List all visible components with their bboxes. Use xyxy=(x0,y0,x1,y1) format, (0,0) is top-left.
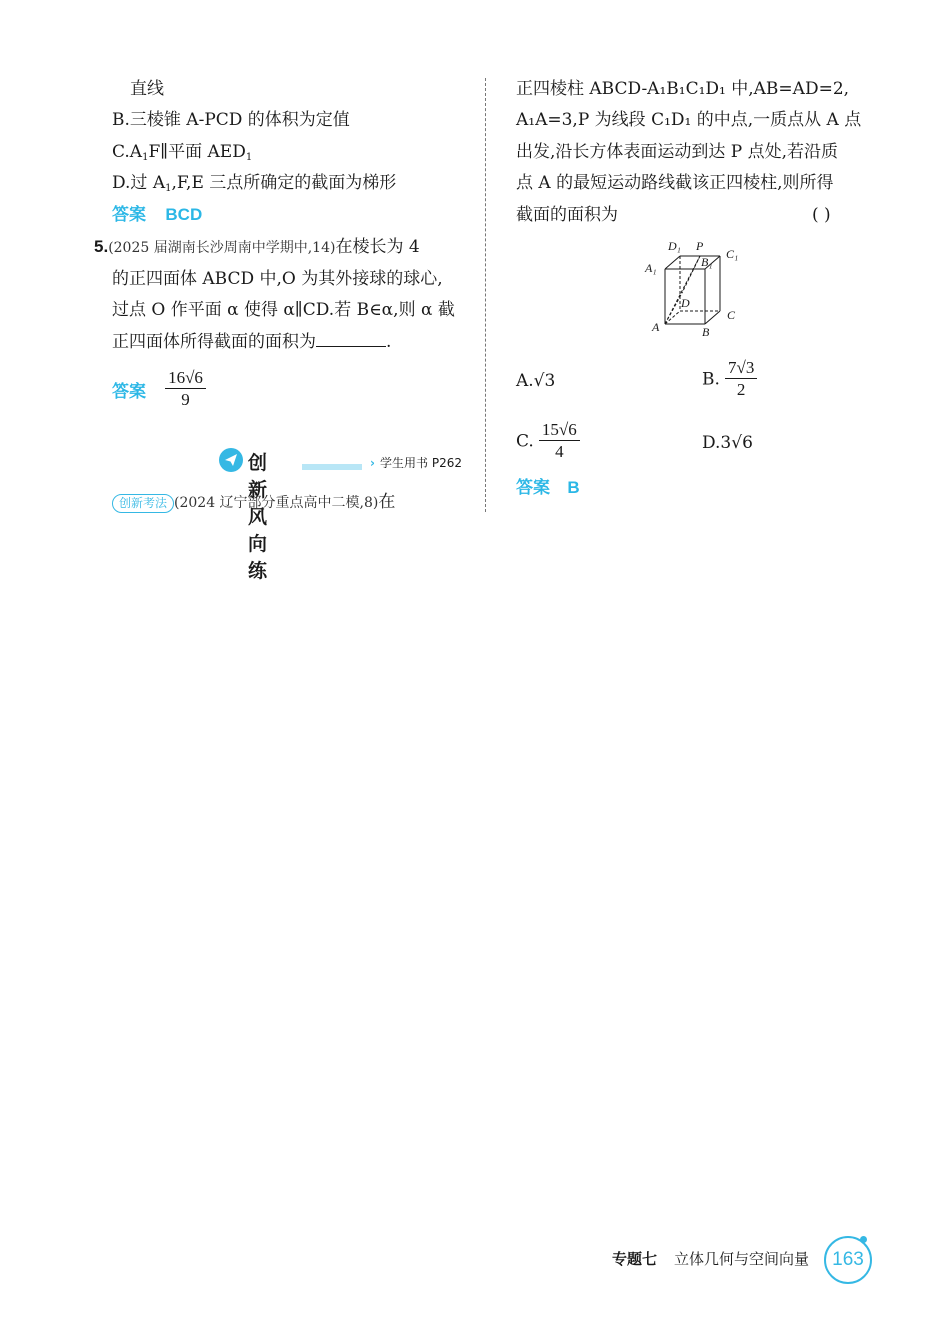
q5-text4-end: . xyxy=(386,332,392,352)
label-d1: D₁ xyxy=(668,239,681,253)
page-dot xyxy=(860,1236,867,1243)
label-c1: C₁ xyxy=(726,247,739,261)
opt-b-num: 7√3 xyxy=(725,358,757,379)
answer-value-right: B xyxy=(567,478,580,497)
q5-line2: 的正四面体 ABCD 中,O 为其外接球的球心, xyxy=(112,269,443,289)
label-a1: A₁ xyxy=(645,261,657,275)
banner-underline xyxy=(302,464,362,470)
opt-c-num: 15√6 xyxy=(539,420,580,441)
option-b: B.三棱锥 A-PCD 的体积为定值 xyxy=(112,110,350,130)
opt-c-den: 4 xyxy=(555,442,564,461)
banner-ref-wrap xyxy=(370,452,462,471)
cont-line: 直线 xyxy=(130,79,164,99)
opt-a: A.√3 xyxy=(516,371,556,391)
opt-d: D.3√6 xyxy=(702,433,753,453)
opt-c-label: C. xyxy=(516,431,534,452)
opt-b xyxy=(702,358,757,401)
footer-topic: 立体几何与空间向量 xyxy=(674,1250,810,1268)
r-line5: 截面的面积为 xyxy=(516,205,618,225)
r-line3: 出发,沿长方体表面运动到达 P 点处,若沿质 xyxy=(516,142,839,162)
opt-c xyxy=(516,420,580,463)
label-d: D xyxy=(681,296,690,310)
option-c: $C.A_1F\parallel$平面 $AED_1$ xyxy=(112,142,253,163)
label-a: A xyxy=(652,320,660,334)
option-c-mid: F∥平面 AED xyxy=(148,142,246,162)
innov-line xyxy=(112,491,395,514)
answer-row-4 xyxy=(112,204,202,226)
prism-figure xyxy=(640,236,750,342)
paper-plane-icon xyxy=(218,447,244,473)
label-b1: B₁ xyxy=(701,255,713,269)
answer-row-right xyxy=(516,477,580,499)
r-line2: A₁A=3,P 为线段 C₁D₁ 的中点,一质点从 A 点 xyxy=(516,110,862,130)
opt-c-fraction xyxy=(539,420,580,463)
label-p: P xyxy=(696,239,704,253)
opt-b-label: B. xyxy=(702,369,720,390)
q5-number: 5. xyxy=(94,237,109,256)
banner-title: 创新风向练 xyxy=(248,452,268,582)
banner-ref: 学生用书 P262 xyxy=(380,456,463,470)
q5-text1: 在棱长为 4 xyxy=(335,237,420,257)
q5-line1 xyxy=(94,236,420,259)
r-line4: 点 A 的最短运动路线截该正四棱柱,则所得 xyxy=(516,173,834,193)
answer-label: 答案 xyxy=(112,205,146,225)
q5-line4 xyxy=(112,331,391,353)
option-d-pre: D.过 A xyxy=(112,173,166,193)
q5-answer-num: 16√6 xyxy=(165,368,206,389)
r-line1: 正四棱柱 ABCD-A₁B₁C₁D₁ 中,AB=AD=2, xyxy=(516,79,850,99)
opt-b-fraction xyxy=(725,358,757,401)
answer-paren: ( ) xyxy=(812,205,831,225)
page-number: 163 xyxy=(824,1236,872,1284)
footer-chapter: 专题七 xyxy=(612,1250,658,1268)
innov-tag: 创新考法 xyxy=(112,494,174,513)
q5-line3: 过点 O 作平面 α 使得 α∥CD.若 B∈α,则 α 截 xyxy=(112,300,455,320)
q5-answer-label: 答案 xyxy=(112,382,146,402)
innov-end: 在 xyxy=(378,492,396,512)
answer-label-right: 答案 xyxy=(516,478,550,498)
option-d: D.过 $A_1,F,E$ 三点所确定的截面为梯形 xyxy=(112,173,397,194)
q5-answer-den: 9 xyxy=(181,390,190,409)
option-c-pre: C.A xyxy=(112,142,143,162)
label-c: C xyxy=(727,308,736,322)
answer-blank xyxy=(316,332,386,347)
opt-b-den: 2 xyxy=(736,380,746,399)
q5-source: (2025 届湖南长沙周南中学期中,14) xyxy=(108,240,336,256)
q5-answer xyxy=(112,368,206,411)
column-divider xyxy=(485,78,486,512)
innov-source: (2024 辽宁部分重点高中二模,8) xyxy=(174,495,379,511)
option-d-post: ,F,E 三点所确定的截面为梯形 xyxy=(171,173,397,193)
q5-answer-fraction xyxy=(165,368,206,411)
chevron-right-icon: › xyxy=(370,456,375,470)
label-b: B xyxy=(702,325,710,339)
q5-text4: 正四面体所得截面的面积为 xyxy=(112,332,316,352)
answer-value: BCD xyxy=(165,205,203,224)
